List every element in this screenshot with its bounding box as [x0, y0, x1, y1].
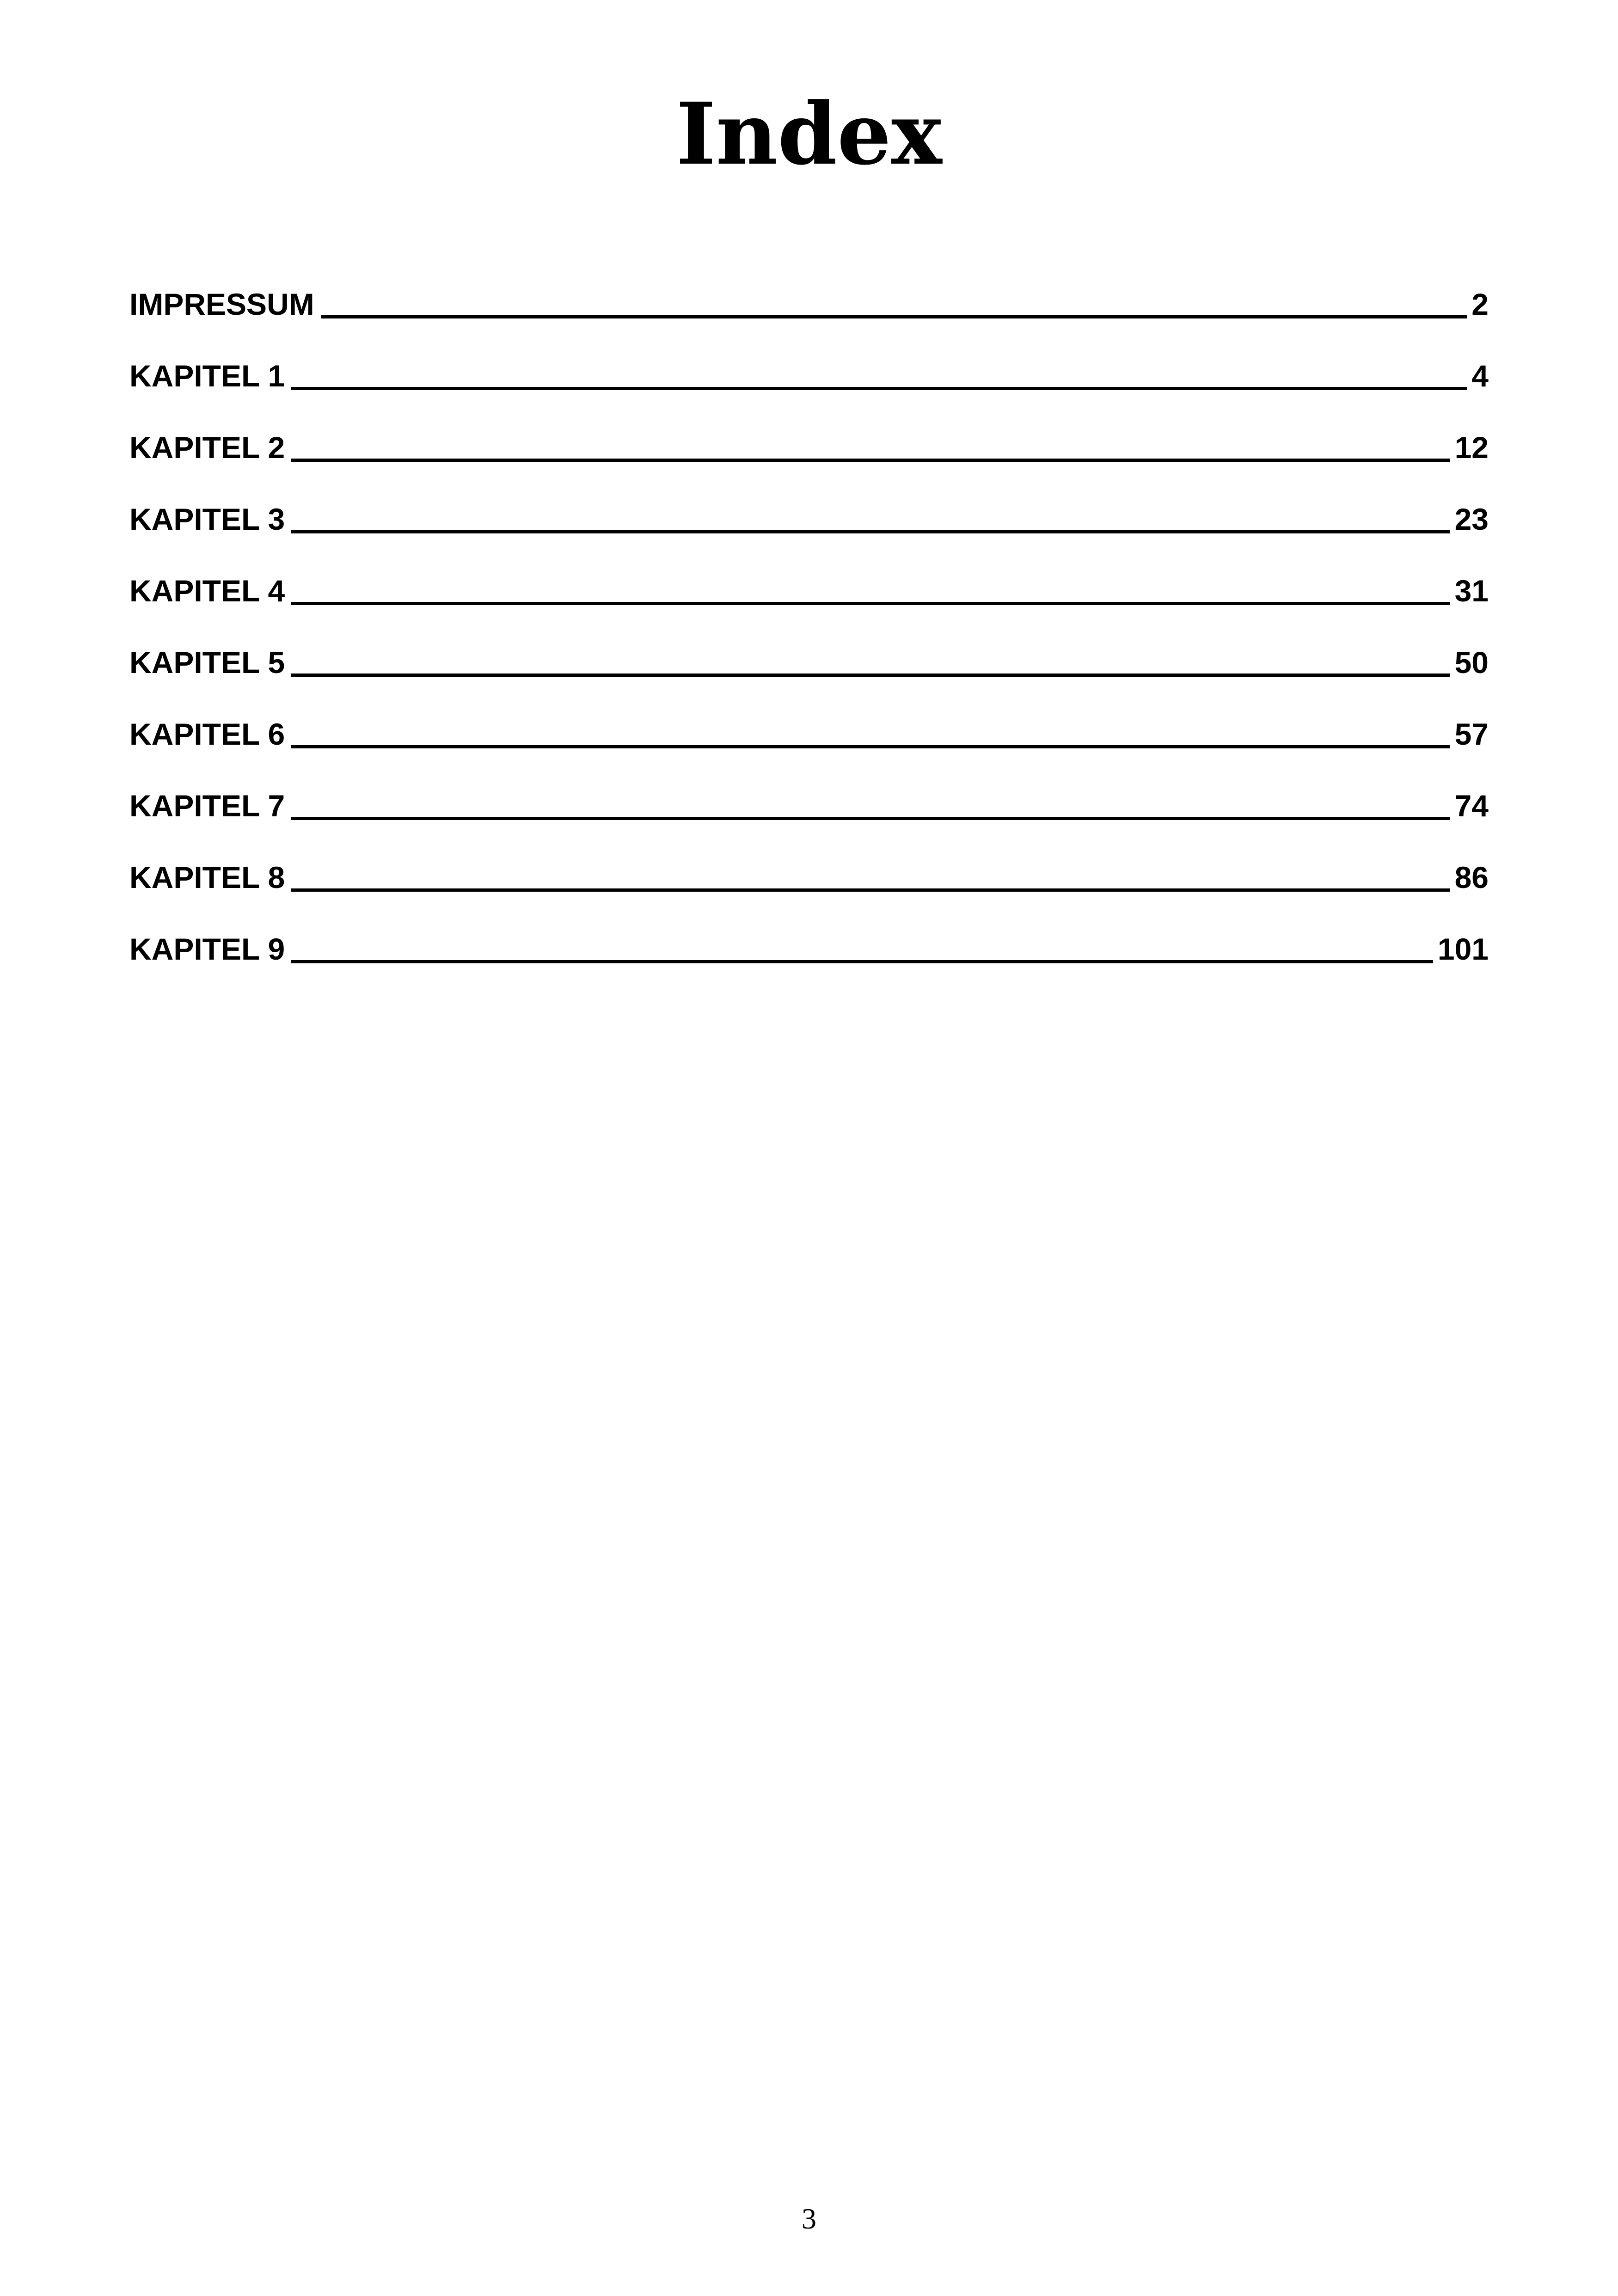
toc-leader-line	[291, 888, 1450, 892]
toc-entry-page: 2	[1471, 287, 1489, 321]
toc-entry-page: 50	[1454, 645, 1489, 680]
toc-leader-line	[291, 745, 1450, 748]
toc-leader-line	[291, 602, 1450, 605]
toc-entry-kapitel-7[interactable]	[129, 788, 1489, 860]
toc-entry-kapitel-8[interactable]	[129, 860, 1489, 931]
toc-leader-line	[291, 530, 1450, 533]
toc-entry-label: KAPITEL 1	[129, 359, 285, 393]
toc-leader-line	[321, 315, 1467, 318]
toc-entry-label: KAPITEL 5	[129, 645, 285, 680]
toc-entry-kapitel-4[interactable]	[129, 573, 1489, 645]
toc-leader-line	[291, 459, 1450, 462]
toc-entry-page: 57	[1454, 717, 1489, 751]
page-number: 3	[802, 2202, 816, 2235]
toc-entry-label: KAPITEL 9	[129, 932, 285, 966]
toc-entry-page: 4	[1471, 359, 1489, 393]
toc-entry-label: KAPITEL 6	[129, 717, 285, 751]
toc-leader-line	[291, 960, 1433, 963]
toc-entry-page: 101	[1437, 932, 1489, 966]
toc-leader-line	[291, 673, 1450, 677]
toc-entry-label: KAPITEL 8	[129, 860, 285, 894]
table-of-contents	[129, 287, 1489, 1003]
toc-entry-kapitel-9[interactable]	[129, 931, 1489, 1003]
toc-entry-kapitel-6[interactable]	[129, 716, 1489, 788]
toc-entry-page: 31	[1454, 574, 1489, 608]
toc-entry-kapitel-3[interactable]	[129, 502, 1489, 573]
toc-leader-line	[291, 387, 1467, 390]
toc-entry-impressum[interactable]	[129, 287, 1489, 358]
toc-entry-kapitel-2[interactable]	[129, 430, 1489, 502]
toc-entry-label: KAPITEL 3	[129, 502, 285, 536]
toc-leader-line	[291, 817, 1450, 820]
toc-entry-page: 86	[1454, 860, 1489, 894]
toc-entry-label: KAPITEL 4	[129, 574, 285, 608]
toc-entry-label: KAPITEL 7	[129, 789, 285, 823]
page-title: Index	[676, 84, 942, 184]
toc-entry-kapitel-5[interactable]	[129, 645, 1489, 716]
toc-entry-kapitel-1[interactable]	[129, 358, 1489, 430]
toc-entry-label: KAPITEL 2	[129, 430, 285, 465]
toc-entry-label: IMPRESSUM	[129, 287, 314, 321]
toc-entry-page: 23	[1454, 502, 1489, 536]
toc-entry-page: 12	[1454, 430, 1489, 465]
toc-entry-page: 74	[1454, 789, 1489, 823]
